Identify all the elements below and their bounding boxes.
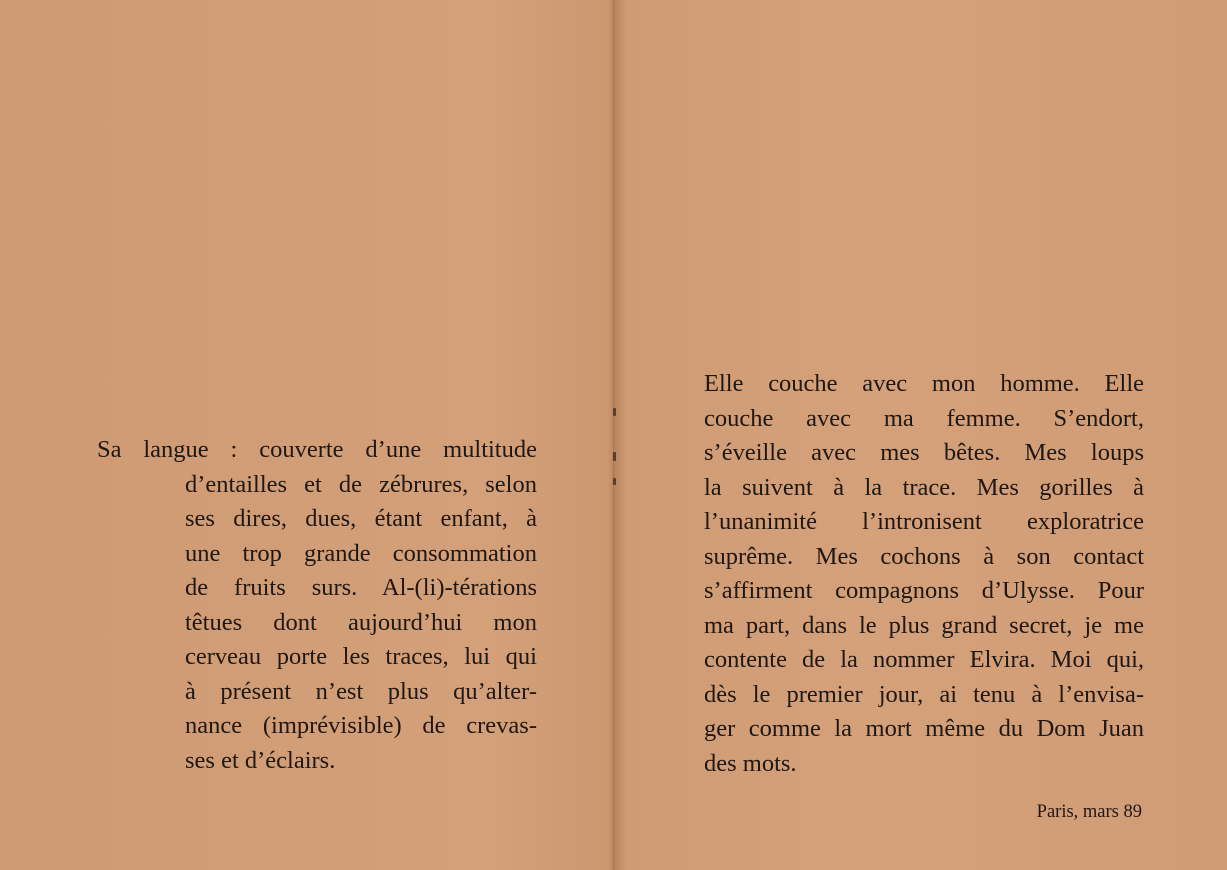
text-line: des mots. [704, 749, 797, 777]
text-line: la suivent à la trace. Mes gorilles à [704, 473, 1144, 501]
left-page [0, 0, 613, 870]
text-line: d’entailles et de zébrures, selon [185, 470, 537, 498]
text-line: nance (imprévisible) de crevas- [185, 712, 537, 739]
text-line: Elle couche avec mon homme. Elle [704, 370, 1144, 397]
text-line: couche avec ma femme. S’endort, [704, 404, 1144, 432]
text-line: s’affirment compagnons d’Ulysse. Pour [704, 577, 1144, 604]
text-line: de fruits surs. Al-(li)-térations [185, 574, 537, 601]
text-line: ses et d’éclairs. [185, 746, 336, 774]
text-line: contente de la nommer Elvira. Moi qui, [704, 646, 1144, 673]
paragraph-indented-lines [185, 468, 537, 779]
text-line: têtues dont aujourd’hui mon [185, 608, 537, 636]
right-page-paragraph [704, 367, 1144, 781]
text-line: ma part, dans le plus grand secret, je me [704, 611, 1144, 639]
text-line: l’unanimité l’intronisent exploratrice [704, 508, 1144, 535]
text-line: dès le premier jour, ai tenu à l’envisa- [704, 680, 1144, 708]
text-line: ses dires, dues, étant enfant, à [185, 505, 537, 532]
text-line: ger comme la mort même du Dom Juan [704, 715, 1144, 742]
text-line: cerveau porte les traces, lui qui [185, 643, 537, 670]
left-page-paragraph [97, 433, 537, 778]
text-line: suprême. Mes cochons à son contact [704, 542, 1144, 570]
paragraph-first-line: Sa langue : couverte d’une multitude [97, 436, 537, 463]
place-date-signature: Paris, mars 89 [1036, 802, 1142, 822]
text-line: une trop grande consommation [185, 539, 537, 567]
text-line: à présent n’est plus qu’alter- [185, 677, 537, 705]
text-line: s’éveille avec mes bêtes. Mes loups [704, 439, 1144, 466]
